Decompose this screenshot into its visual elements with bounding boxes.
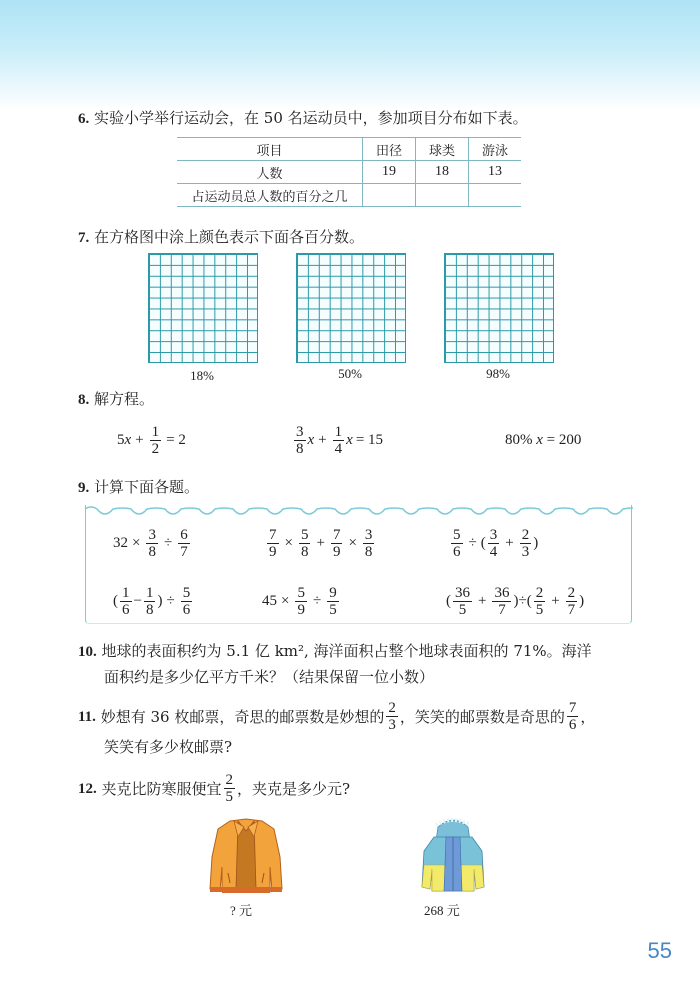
answer-cell[interactable] <box>363 184 416 207</box>
question-text: 夹克比防寒服便宜 <box>101 779 222 798</box>
question-8 <box>78 388 154 411</box>
table-row <box>177 161 521 184</box>
question-number: 8. <box>78 392 90 408</box>
equals: = 200 <box>546 432 582 448</box>
header-band <box>0 0 700 110</box>
fraction: $\frac{7}{6}$ <box>568 700 577 733</box>
hundred-grid-3[interactable] <box>444 253 554 363</box>
question-10 <box>78 640 592 663</box>
calc-problem-6: ( $\frac{36}{5}$ + $\frac{36}{7}$ ) ÷ ( $\frac{2}{5}$ + $\frac{2}{7}$ ) <box>446 585 585 618</box>
question-number: 9. <box>78 480 90 496</box>
grid-label: 50% <box>338 366 362 381</box>
winter-coat-icon <box>420 813 486 897</box>
question-number: 10. <box>78 644 97 660</box>
hundred-grid-2[interactable] <box>296 253 406 363</box>
fraction: $\frac{3}{8}$ <box>296 424 304 457</box>
coefficient: 5 <box>117 432 125 448</box>
question-11 <box>78 700 595 733</box>
question-text: ，笑笑的邮票数是奇思的 <box>399 707 565 726</box>
jacket-price: ? 元 <box>230 903 253 918</box>
calc-problem-5: 45 × $\frac{5}{9}$ ÷ $\frac{9}{5}$ <box>262 585 337 618</box>
page-number: 55 <box>647 938 672 963</box>
calc-problem-2: $\frac{7}{9}$ × $\frac{5}{8}$ + $\frac{7}{9}$ × $\frac{3}{8}$ <box>269 527 373 560</box>
fraction: $\frac{1}{4}$ <box>334 424 343 457</box>
answer-cell[interactable] <box>469 184 522 207</box>
table-header: 项目 <box>177 138 363 161</box>
table-header: 田径 <box>363 138 416 161</box>
table-header: 球类 <box>416 138 469 161</box>
operator: + <box>318 432 327 448</box>
variable: x <box>346 432 353 448</box>
question-text: 解方程。 <box>94 390 155 408</box>
question-text: 实验小学举行运动会，在 50 名运动员中，参加项目分布如下表。 <box>94 109 528 127</box>
answer-cell[interactable] <box>416 184 469 207</box>
calc-problem-1: 32 × $\frac{3}{8}$ ÷ $\frac{6}{7}$ <box>113 527 188 560</box>
variable: x <box>536 432 543 448</box>
fraction: $\frac{2}{5}$ <box>225 772 234 805</box>
winter-coat-price: 268 元 <box>424 903 460 918</box>
fraction: $\frac{2}{3}$ <box>388 700 396 733</box>
question-6 <box>78 107 528 130</box>
grid-label: 18% <box>190 368 214 383</box>
equation-3 <box>505 432 581 449</box>
table-cell: 占运动员总人数的百分之几 <box>177 184 363 207</box>
table-cell: 13 <box>469 161 522 184</box>
equals: = 15 <box>355 432 384 448</box>
question-text: 面积约是多少亿平方千米？（结果保留一位小数） <box>104 668 435 686</box>
question-number: 6. <box>78 111 90 127</box>
percent: 80% <box>505 432 533 448</box>
variable: x <box>124 432 132 448</box>
sports-table <box>177 137 521 207</box>
equation-2 <box>292 424 383 457</box>
operator: + <box>135 432 144 448</box>
fraction: $\frac{1}{2}$ <box>151 424 160 457</box>
variable: x <box>307 432 315 448</box>
table-cell: 人数 <box>177 161 363 184</box>
table-header-row <box>177 138 521 161</box>
question-text: 计算下面各题。 <box>94 478 200 496</box>
question-number: 7. <box>78 230 90 246</box>
calc-problem-3: $\frac{5}{6}$ ÷ ( $\frac{3}{4}$ + $\frac{2}{3}$ ) <box>453 527 539 560</box>
table-row <box>177 184 521 207</box>
question-text: ，夹克是多少元? <box>237 779 351 798</box>
question-9 <box>78 476 199 499</box>
question-7 <box>78 226 364 249</box>
question-number: 12. <box>78 780 97 797</box>
question-number: 11. <box>78 708 96 725</box>
question-10-line-2 <box>104 666 434 688</box>
question-12 <box>78 772 350 805</box>
question-text: 笑笑有多少枚邮票? <box>104 738 233 756</box>
hundred-grid-1[interactable] <box>148 253 258 363</box>
question-11-line-2 <box>104 736 232 758</box>
table-cell: 18 <box>416 161 469 184</box>
question-text: 地球的表面积约为 5.1 亿 km², 海洋面积占整个地球表面积的 71%。海洋 <box>101 642 592 660</box>
table-header: 游泳 <box>469 138 522 161</box>
calc-problem-4: ( $\frac{1}{6}$ − $\frac{1}{8}$ ) ÷ $\frac{5}{6}$ <box>113 585 191 618</box>
table-cell: 19 <box>363 161 416 184</box>
equation-1 <box>117 424 186 457</box>
question-text: 在方格图中涂上颜色表示下面各百分数。 <box>94 228 365 246</box>
jacket-icon <box>208 817 284 899</box>
grid-label: 98% <box>486 366 510 381</box>
comma: ， <box>580 707 596 726</box>
equals: = 2 <box>166 432 186 448</box>
question-text: 妙想有 36 枚邮票，奇思的邮票数是妙想的 <box>100 707 385 726</box>
